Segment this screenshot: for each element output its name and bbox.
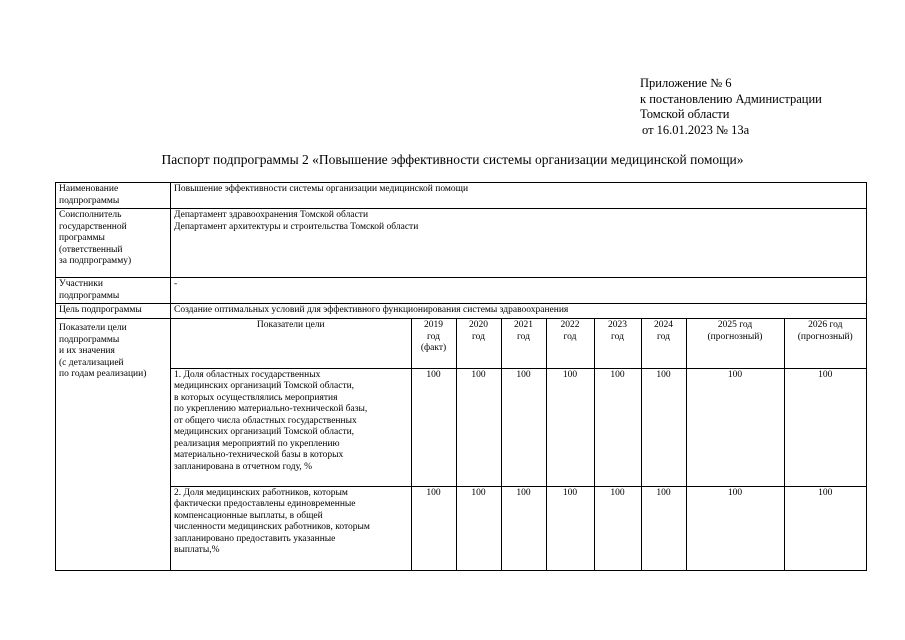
indicators-header-row	[171, 319, 866, 368]
indicator-2-2023: 100	[594, 486, 641, 570]
indicator-1-2020: 100	[456, 368, 501, 486]
indicator-2-2020: 100	[456, 486, 501, 570]
indicator-2-2019: 100	[411, 486, 456, 570]
indicator-2-2024: 100	[641, 486, 686, 570]
name-label: Наименование подпрограммы	[56, 183, 171, 209]
appendix-block	[640, 76, 822, 138]
indicators-cell	[171, 319, 867, 571]
indicator-1-2019: 100	[411, 368, 456, 486]
goal-label: Цель подпрограммы	[56, 304, 171, 319]
appendix-line-1: Приложение № 6	[640, 76, 732, 90]
indicator-1-text: 1. Доля областных государственных медицинских организаций Томской области, в которых осуществлялись мероприятия по укреплению материально-технической базы, от общего числа областных государственных медицинских организаций Томской области, реализация мероприятий по укреплению материально-технической базы в которых запланирована в отчетном году, %	[171, 368, 411, 486]
table-row	[171, 368, 866, 486]
indicator-1-2025: 100	[686, 368, 784, 486]
row-goal	[56, 304, 867, 319]
row-participants	[56, 278, 867, 304]
appendix-line-4: от 16.01.2023 № 13а	[642, 122, 750, 137]
coexecutor-value-2: Департамент архитектуры и строительства Томской области	[174, 221, 419, 232]
header-2020: 2020 год	[456, 319, 501, 368]
indicators-table	[171, 319, 866, 570]
header-2021: 2021 год	[501, 319, 546, 368]
indicator-2-2022: 100	[546, 486, 594, 570]
row-indicators	[56, 319, 867, 571]
participants-value: -	[171, 278, 867, 304]
passport-table	[55, 182, 867, 571]
coexecutor-label: Соисполнитель государственной программы (ответственный за подпрограмму)	[56, 209, 171, 278]
header-2022: 2022 год	[546, 319, 594, 368]
indicator-1-2022: 100	[546, 368, 594, 486]
name-value: Повышение эффективности системы организации медицинской помощи	[171, 183, 867, 209]
appendix-line-3: Томской области	[640, 107, 730, 121]
header-2019: 2019 год (факт)	[411, 319, 456, 368]
header-2026: 2026 год (прогнозный)	[784, 319, 866, 368]
goal-value: Создание оптимальных условий для эффективного функционирования системы здравоохранения	[171, 304, 867, 319]
indicator-2-text: 2. Доля медицинских работников, которым фактически предоставлены единовременные компенсационные выплаты, в общей численности медицинских работников, которым запланировано предоставить указанные выплаты,%	[171, 486, 411, 570]
document-title: Паспорт подпрограммы 2 «Повышение эффективности системы организации медицинской помощи»	[161, 152, 744, 167]
row-name	[56, 183, 867, 209]
indicator-1-2021: 100	[501, 368, 546, 486]
indicator-2-2025: 100	[686, 486, 784, 570]
indicator-1-2026: 100	[784, 368, 866, 486]
indicator-1-2024: 100	[641, 368, 686, 486]
indicator-2-2026: 100	[784, 486, 866, 570]
participants-label: Участники подпрограммы	[56, 278, 171, 304]
row-coexecutor	[56, 209, 867, 278]
coexecutor-value	[171, 209, 867, 278]
header-2023: 2023 год	[594, 319, 641, 368]
indicators-label: Показатели цели подпрограммы и их значения (с детализацией по годам реализации)	[56, 319, 171, 571]
indicator-1-2023: 100	[594, 368, 641, 486]
header-2025: 2025 год (прогнозный)	[686, 319, 784, 368]
coexecutor-value-1: Департамент здравоохранения Томской области	[174, 210, 369, 220]
appendix-line-2: к постановлению Администрации	[640, 91, 822, 106]
header-indicator-name: Показатели цели	[171, 319, 411, 368]
indicator-2-2021: 100	[501, 486, 546, 570]
header-2024: 2024 год	[641, 319, 686, 368]
table-row	[171, 486, 866, 570]
